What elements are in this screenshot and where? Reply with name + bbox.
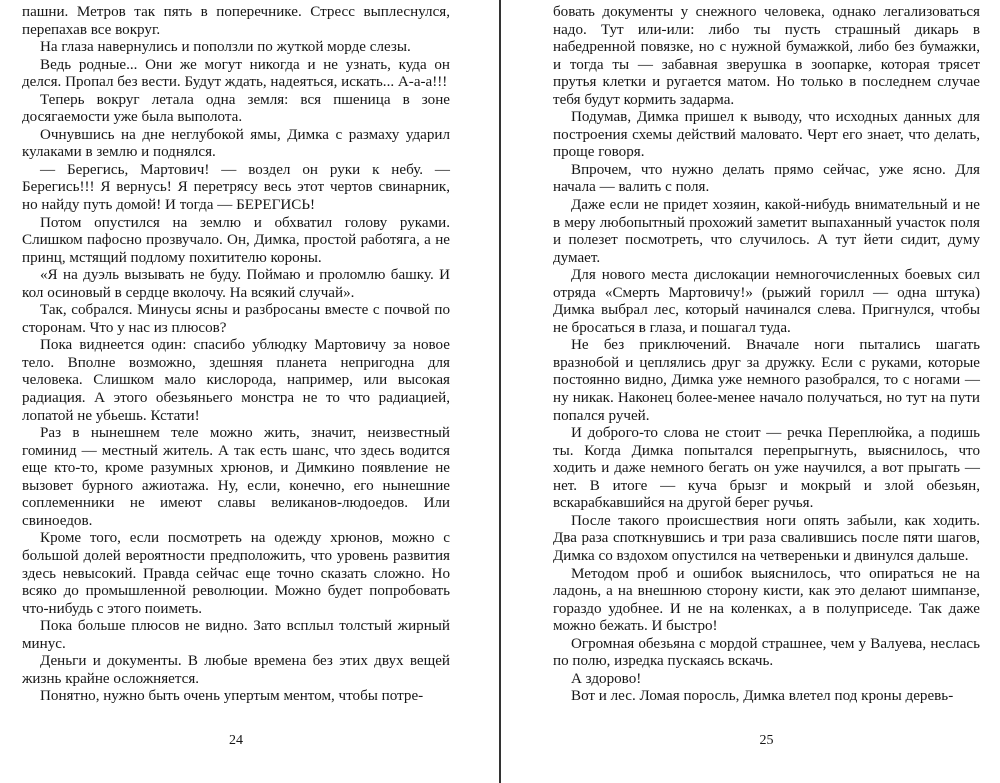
right-page: [553, 0, 980, 783]
left-page: [22, 0, 450, 783]
left-page-text: [22, 4, 450, 706]
page-number: 24: [229, 733, 243, 748]
paragraph: — Берегись, Мартович! — воздел он руки к небу. — Берегись!!! Я вернусь! Я перетрясу весь этот чертов свинарник, но найду путь домой! И тогда — БЕРЕГИСЬ!: [22, 161, 450, 214]
paragraph: Пока больше плюсов не видно. Зато всплыл толстый жирный минус.: [22, 618, 450, 652]
paragraph: «Я на дуэль вызывать не буду. Поймаю и проломлю башку. И кол осиновый в сердце вколочу. На всякий случай».: [22, 267, 450, 301]
paragraph: Вот и лес. Ломая поросль, Димка влетел под кроны деревь-: [571, 688, 954, 705]
paragraph: бовать документы у снежного человека, однако легализоваться надо. Тут или-или: либо ты пусть страшный дикарь в набедренной повязке, но с нужной бумажкой, либо без бумажки, и тогда ты — забавная зверушка в зоопарке, которая трясет прутья клетки и ругается матом. Но только в последнем случае тебя будут кормить задарма.: [553, 4, 980, 108]
paragraph: А здорово!: [571, 670, 642, 687]
paragraph: На глаза навернулись и поползли по жуткой морде слезы.: [40, 39, 411, 56]
right-page-text: [553, 4, 980, 706]
paragraph: Для нового места дислокации немногочисленных боевых сил отряда «Смерть Мартовичу!» (рыжий горилл — одна штука) Димка выбрал лес, который начинался слева. Пригнулся, чтобы не бросаться в глаза, и пошагал туда.: [553, 267, 980, 336]
page-number: 25: [759, 733, 774, 748]
paragraph: И доброго-то слова не стоит — речка Переплюйка, а подишь ты. Когда Димка попытался перепрыгнуть, выяснилось, что ходить и даже немного бегать он уже научился, а вот прыгать — нет. В итоге — куча брызг и мокрый и злой обезьян, вскарабкавшийся на другой берег ручья.: [553, 425, 980, 512]
paragraph: Даже если не придет хозяин, какой-нибудь внимательный и не в меру любопытный прохожий заметит выпаханный участок поля и полезет посмотреть, что случилось. А тут йети сидит, думу думает.: [553, 197, 980, 266]
paragraph: После такого происшествия ноги опять забыли, как ходить. Два раза споткнувшись и три раза свалившись после пяти шагов, Димка со вздохом опустился на четвереньки и двинулся дальше.: [553, 512, 980, 564]
paragraph: Методом проб и ошибок выяснилось, что опираться не на ладонь, а на внешнюю сторону кисти, как это делают шимпанзе, гораздо удобнее. И не на коленках, а в полуприседе. Так даже можно бежать. И быстро!: [553, 565, 980, 635]
paragraph: Не без приключений. Вначале ноги пытались шагать вразнобой и цеплялись друг за дружку. Если с руками, которые постоянно видно, Димка уже немного разобрался, то с ногами — ну никак. Наконец более-менее начало получаться, но тут на пути попался ручей.: [553, 337, 980, 424]
paragraph: Раз в нынешнем теле можно жить, значит, неизвестный гоминид — местный житель. А так есть шанс, что здесь водится еще кто-то, кроме разумных хрюнов, и Димкино появление не вызовет бурного ажиотажа. Ну, если, конечно, его нынешние соплеменники не имеют славы великанов-людоедов. Или свиноедов.: [22, 425, 450, 529]
paragraph: Огромная обезьяна с мордой страшнее, чем у Валуева, неслась по полю, изредка пускаясь вскачь.: [553, 635, 980, 670]
paragraph: пашни. Метров так пять в поперечнике. Стресс выплеснулся, перепахав все вокруг.: [22, 4, 450, 38]
paragraph: Очнувшись на дне неглубокой ямы, Димка с размаху ударил кулаками в землю и поднялся.: [22, 126, 450, 161]
paragraph: Так, собрался. Минусы ясны и разбросаны вместе с почвой по сторонам. Что у нас из плюсов?: [22, 302, 450, 336]
paragraph: Понятно, нужно быть очень упертым ментом, чтобы потре-: [40, 688, 424, 705]
paragraph: Ведь родные... Они же могут никогда и не узнать, куда он делся. Пропал без вести. Будут ждать, надеяться, искать... А-а-а!!!: [22, 56, 450, 91]
paragraph: Пока виднеется один: спасибо ублюдку Мартовичу за новое тело. Вполне возможно, здешняя планета непригодна для человека. Слишком мало кислорода, например, или высокая радиация. А этого обезьяньего монстра не то что радиацией, лопатой не убьешь. Кстати!: [22, 337, 450, 424]
paragraph: Подумав, Димка пришел к выводу, что исходных данных для построения схемы действий маловато. Черт его знает, что делать, проще говоря.: [553, 109, 980, 161]
paragraph: Кроме того, если посмотреть на одежду хрюнов, можно с большой долей вероятности предположить, что уровень развития здесь невысокий. Правда сейчас еще точно сказать сложно. Но всяко до промышленной революции. Можно будет попробовать что-нибудь с этого поиметь.: [22, 530, 450, 617]
paragraph: Деньги и документы. В любые времена без этих двух вещей жизнь крайне осложняется.: [22, 653, 450, 687]
page-gutter-divider: [499, 0, 501, 783]
paragraph: Впрочем, что нужно делать прямо сейчас, уже ясно. Для начала — валить с поля.: [553, 161, 980, 196]
paragraph: Теперь вокруг летала одна земля: вся пшеница в зоне досягаемости уже была выполота.: [22, 91, 450, 126]
paragraph: Потом опустился на землю и обхватил голову руками. Слишком пафосно прозвучало. Он, Димка, простой работяга, а не принц, мстящий подлому похитителю короны.: [22, 214, 450, 266]
